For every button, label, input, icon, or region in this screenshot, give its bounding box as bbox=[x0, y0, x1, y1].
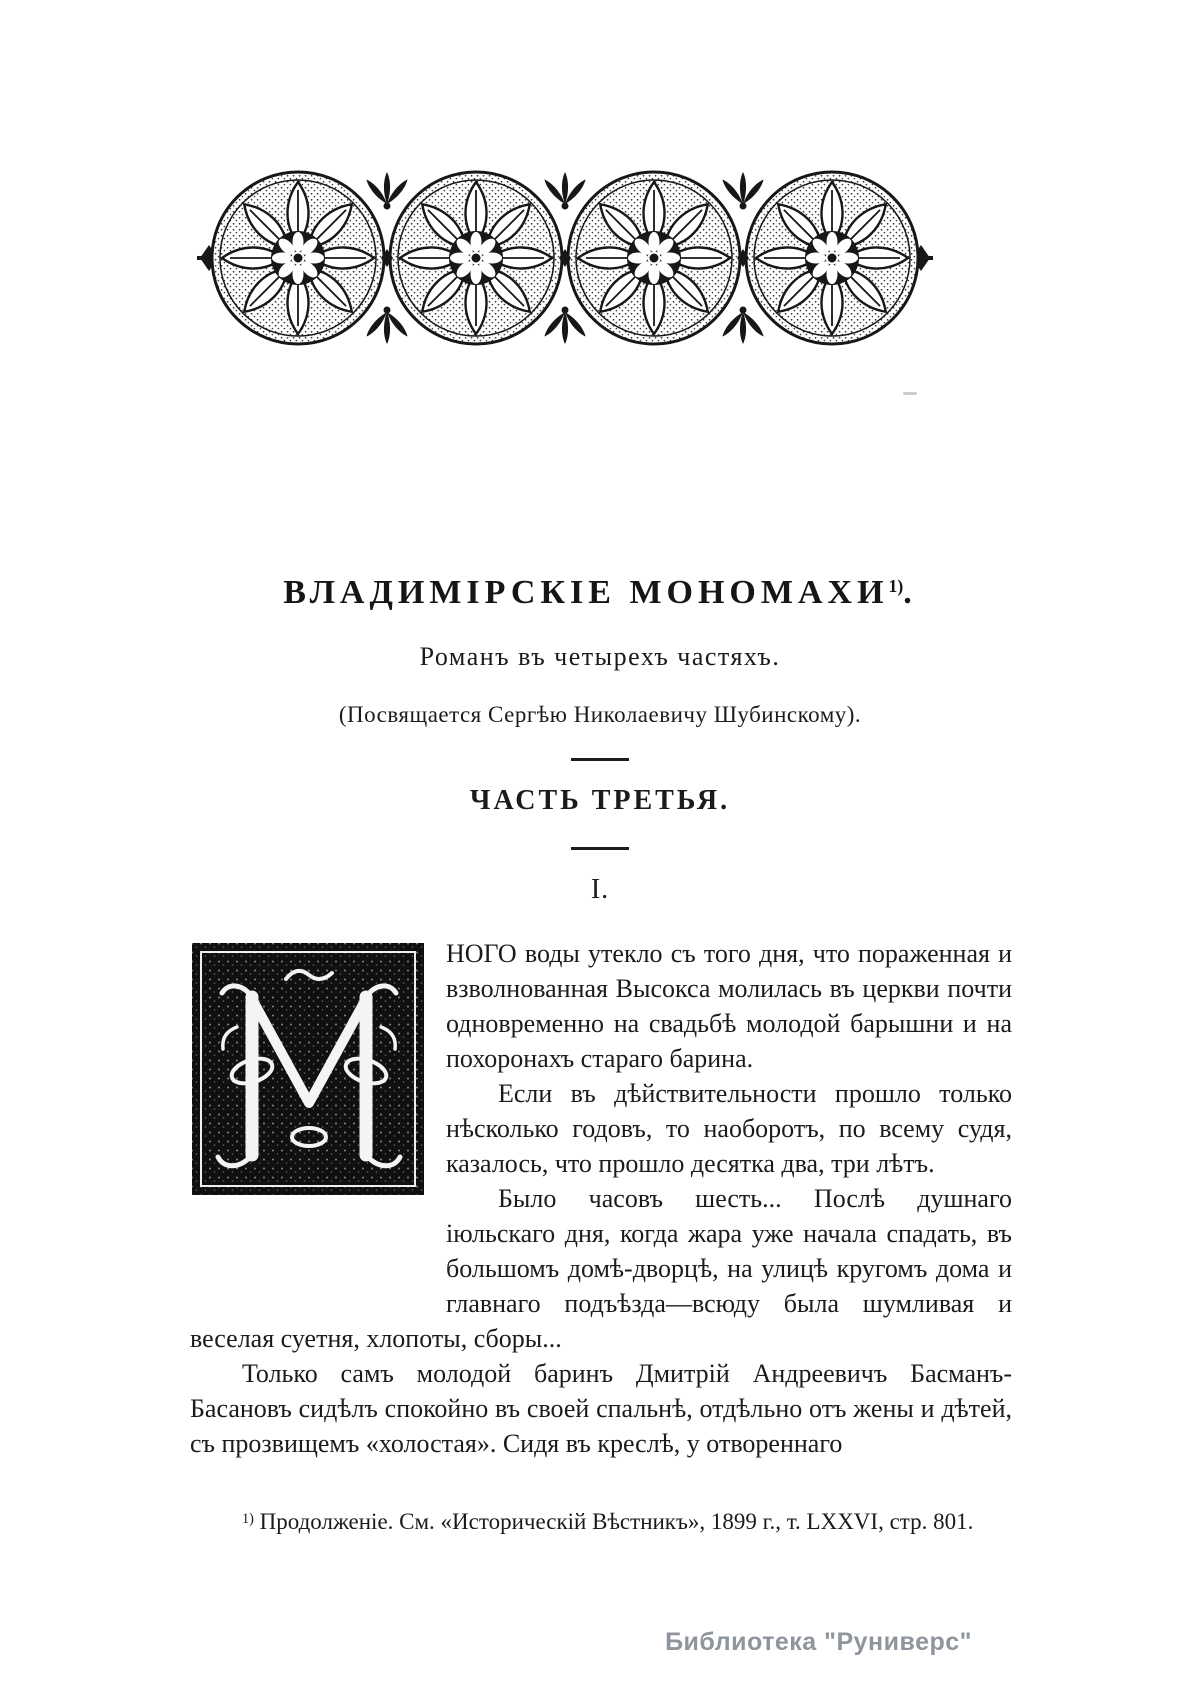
part-heading: ЧАСТЬ ТРЕТЬЯ. bbox=[469, 785, 731, 816]
scan-artifact-dash bbox=[903, 392, 917, 395]
divider-rule bbox=[571, 758, 629, 761]
title-period: . bbox=[903, 574, 917, 611]
header-ornament-band-icon bbox=[197, 160, 933, 356]
title-footnote-marker: 1) bbox=[888, 576, 904, 597]
drop-cap-initial-M-icon bbox=[190, 941, 426, 1197]
paragraph: Было часовъ шесть... Послѣ душнаго іюльскаго дня, когда жара уже начала спадать, въ большомъ домѣ-дворцѣ, на улицѣ кругомъ дома и главнаго подъѣзда—всюду была шумливая и веселая суетня, хлопоты, сборы... bbox=[190, 1184, 1012, 1353]
book-title bbox=[0, 574, 1200, 612]
body-text bbox=[190, 936, 1012, 1461]
dedication-line: (Посвящается Сергѣю Николаевичу Шубинскому). bbox=[338, 702, 862, 727]
chapter-heading: I. bbox=[590, 874, 610, 905]
paragraph: Если въ дѣйствительности прошло только нѣсколько годовъ, то наоборотъ, по всему судя, казалось, что прошло десятка два, три лѣтъ. bbox=[446, 1079, 1012, 1178]
footnote-marker: 1) bbox=[242, 1510, 254, 1527]
library-watermark: Библиотека "Руниверс" bbox=[665, 1628, 972, 1656]
book-title-text: ВЛАДИМІРСКІЕ МОНОМАХИ bbox=[283, 574, 889, 611]
book-subtitle: Романъ въ четырехъ частяхъ. bbox=[419, 642, 781, 671]
paragraph: НОГО воды утекло съ того дня, что пораженная и взволнованная Высокса молилась въ церкви почти одновременно на свадьбѣ молодой барышни и на похоронахъ стараго барина. bbox=[446, 939, 1012, 1073]
paragraph: Только самъ молодой баринъ Дмитрій Андреевичъ Басманъ-Басановъ сидѣлъ спокойно въ своей спальнѣ, отдѣльно отъ жены и дѣтей, съ прозвищемъ «холостая». Сидя въ креслѣ, у отвореннаго bbox=[190, 1359, 1012, 1458]
footnote-text: Продолженіе. См. «Историческій Вѣстникъ», 1899 г., т. LXXVI, стр. 801. bbox=[259, 1509, 974, 1534]
divider-rule bbox=[571, 847, 629, 850]
footnote bbox=[190, 1507, 1012, 1540]
